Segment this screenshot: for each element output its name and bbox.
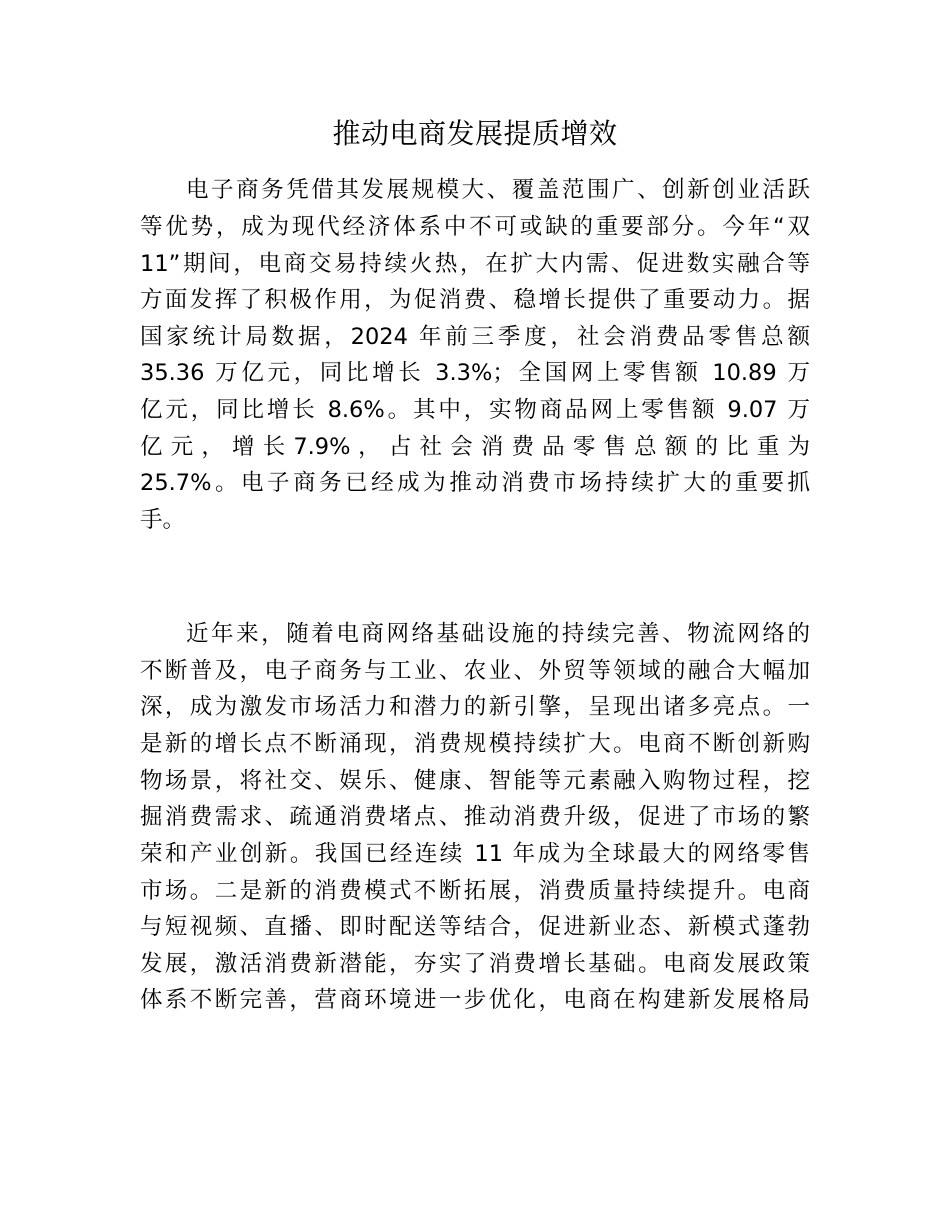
paragraph-line: 深，成为激发市场活力和潜力的新引擎，呈现出诸多亮点。一 [140,694,810,720]
paragraph-line: 是新的增长点不断涌现，消费规模持续扩大。电商不断创新购 [140,731,810,757]
paragraph-line: 手。 [140,507,186,533]
paragraph-line: 方面发挥了积极作用，为促消费、稳增长提供了重要动力。据 [140,287,810,313]
paragraph-line: 不断普及，电子商务与工业、农业、外贸等领域的融合大幅加 [140,658,810,684]
paragraph-line: 近年来，随着电商网络基础设施的持续完善、物流网络的 [186,621,810,647]
paragraph-line: 荣和产业创新。我国已经连续 11 年成为全球最大的网络零售 [140,841,810,867]
paragraph-line: 发展，激活消费新潜能，夯实了消费增长基础。电商发展政策 [140,951,810,977]
paragraph-line: 国家统计局数据，2024 年前三季度，社会消费品零售总额 [140,324,810,350]
paragraph-line: 市场。二是新的消费模式不断拓展，消费质量持续提升。电商 [140,878,810,904]
paragraph-line: 11”期间，电商交易持续火热，在扩大内需、促进数实融合等 [140,251,810,277]
paragraph-line: 等优势，成为现代经济体系中不可或缺的重要部分。今年“双 [140,214,810,240]
paragraph-line: 物场景，将社交、娱乐、健康、智能等元素融入购物过程，挖 [140,768,810,794]
paragraph-line: 与短视频、直播、即时配送等结合，促进新业态、新模式蓬勃 [140,914,810,940]
paragraph-line: 掘消费需求、疏通消费堵点、推动消费升级，促进了市场的繁 [140,804,810,830]
document-title: 推动电商发展提质增效 [332,117,618,150]
paragraph-line: 35.36 万亿元，同比增长 3.3%；全国网上零售额 10.89 万 [140,360,810,386]
paragraph-line: 电子商务凭借其发展规模大、覆盖范围广、创新创业活跃 [186,177,810,203]
paragraph-line: 体系不断完善，营商环境进一步优化，电商在构建新发展格局 [140,987,810,1013]
paragraph-line: 亿元，同比增长 8.6%。其中，实物商品网上零售额 9.07 万 [140,397,810,423]
paragraph-line: 25.7%。电子商务已经成为推动消费市场持续扩大的重要抓 [140,470,810,496]
paragraph-line: 亿 元 ， 增 长 7.9% ， 占 社 会 消 费 品 零 售 总 额 的 比 重 为 [140,434,810,460]
